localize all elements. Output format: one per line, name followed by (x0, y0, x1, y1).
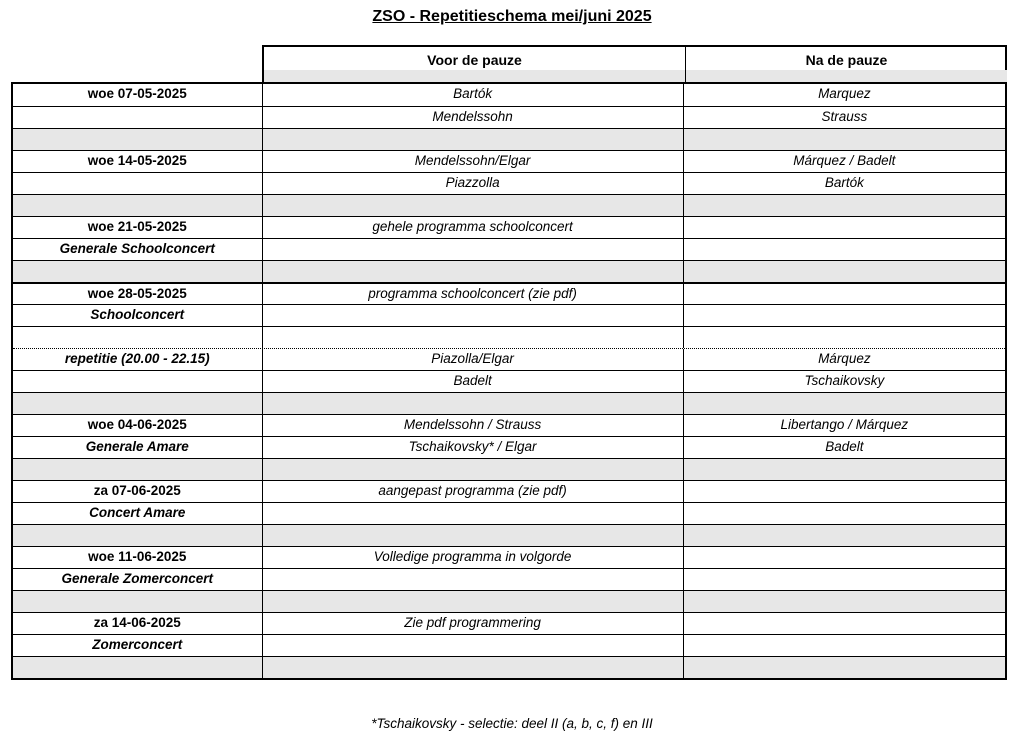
table-row (13, 194, 1005, 216)
after-break-cell (684, 261, 1005, 282)
before-break-cell: Tschaikovsky* / Elgar (263, 437, 684, 458)
after-break-cell (684, 613, 1005, 634)
event-cell: Schoolconcert (13, 305, 263, 326)
table-row (13, 612, 1005, 634)
before-break-cell: Volledige programma in volgorde (263, 547, 684, 568)
after-break-cell (684, 503, 1005, 524)
after-break-cell (684, 217, 1005, 238)
event-cell: Generale Zomerconcert (13, 569, 263, 590)
after-break-cell (684, 591, 1005, 612)
after-break-cell: Libertango / Márquez (780, 417, 909, 432)
before-break-cell (263, 459, 684, 480)
before-break-cell (263, 239, 684, 260)
table-row (13, 172, 1005, 194)
before-break-cell: Badelt (263, 371, 684, 392)
table-row (13, 480, 1005, 502)
after-break-cell: Strauss (821, 109, 868, 124)
before-break-cell (263, 305, 684, 326)
date-cell: woe 28-05-2025 (13, 284, 263, 304)
before-break-cell: Piazzolla (263, 173, 684, 194)
date-cell (13, 195, 263, 216)
after-break-cell: Badelt (825, 439, 864, 454)
after-break-cell (684, 569, 1005, 590)
page-title: ZSO - Repetitieschema mei/juni 2025 (372, 8, 652, 25)
before-break-cell (263, 195, 684, 216)
footnote: *Tschaikovsky - selectie: deel II (a, b, c, f) en III (371, 716, 653, 731)
date-cell: woe 14-05-2025 (13, 151, 263, 172)
before-break-cell (263, 261, 684, 282)
table-row (13, 656, 1005, 678)
after-break-cell (684, 635, 1005, 656)
after-break-cell (684, 305, 1005, 326)
header-voor-de-pauze: Voor de pauze (264, 47, 686, 82)
date-cell: woe 04-06-2025 (13, 415, 263, 436)
table-row (13, 326, 1005, 348)
table-row (13, 546, 1005, 568)
before-break-cell (263, 657, 684, 678)
date-cell: woe 11-06-2025 (13, 547, 263, 568)
date-cell (13, 327, 263, 348)
table-row (13, 282, 1005, 304)
before-break-cell: aangepast programma (zie pdf) (263, 481, 684, 502)
after-break-cell (684, 481, 1005, 502)
before-break-cell (263, 569, 684, 590)
table-row (13, 370, 1005, 392)
after-break-cell (684, 129, 1005, 150)
after-break-cell (684, 525, 1005, 546)
table-row (13, 634, 1005, 656)
before-break-cell (263, 327, 684, 348)
before-break-cell: gehele programma schoolconcert (263, 217, 684, 238)
table-row (13, 348, 1005, 370)
table-row (13, 392, 1005, 414)
before-break-cell: Bartók (263, 84, 684, 106)
after-break-cell: Bartók (824, 175, 864, 190)
table-row (13, 150, 1005, 172)
after-break-cell: Tschaikovsky (804, 373, 885, 388)
date-cell (13, 459, 263, 480)
after-break-cell (684, 195, 1005, 216)
date-cell: za 14-06-2025 (13, 613, 263, 634)
date-cell (13, 173, 263, 194)
after-break-cell: Márquez / Badelt (793, 153, 896, 168)
before-break-cell (263, 129, 684, 150)
date-cell (13, 525, 263, 546)
event-cell: Generale Schoolconcert (13, 239, 263, 260)
before-break-cell (263, 591, 684, 612)
after-break-cell (684, 239, 1005, 260)
after-break-cell (684, 459, 1005, 480)
after-break-cell (684, 657, 1005, 678)
table-row (13, 216, 1005, 238)
date-cell (13, 129, 263, 150)
table-row (13, 106, 1005, 128)
before-break-cell (263, 635, 684, 656)
table-row (13, 260, 1005, 282)
date-cell: woe 21-05-2025 (13, 217, 263, 238)
table-row (13, 84, 1005, 106)
before-break-cell: Mendelssohn / Strauss (263, 415, 684, 436)
before-break-cell (263, 525, 684, 546)
event-cell: Concert Amare (13, 503, 263, 524)
before-break-cell: programma schoolconcert (zie pdf) (263, 284, 684, 304)
after-break-cell: Marquez (818, 86, 871, 101)
table-row (13, 128, 1005, 150)
after-break-cell (684, 547, 1005, 568)
table-row (13, 238, 1005, 260)
table-row (13, 590, 1005, 612)
date-cell (13, 371, 263, 392)
event-cell: Generale Amare (13, 437, 263, 458)
after-break-cell (684, 393, 1005, 414)
after-break-cell (684, 284, 1005, 304)
header-na-de-pauze: Na de pauze (686, 47, 1007, 82)
table-row (13, 502, 1005, 524)
after-break-cell: Márquez (818, 351, 871, 366)
date-cell: za 07-06-2025 (13, 481, 263, 502)
before-break-cell (263, 393, 684, 414)
table-row (13, 304, 1005, 326)
date-cell: woe 07-05-2025 (13, 84, 263, 106)
before-break-cell: Piazolla/Elgar (263, 349, 684, 370)
table-row (13, 414, 1005, 436)
table-row (13, 458, 1005, 480)
date-cell (13, 657, 263, 678)
before-break-cell: Mendelssohn/Elgar (263, 151, 684, 172)
rehearsal-time-cell: repetitie (20.00 - 22.15) (13, 349, 263, 370)
event-cell: Zomerconcert (13, 635, 263, 656)
before-break-cell: Mendelssohn (263, 107, 684, 128)
table-header (262, 45, 1007, 82)
before-break-cell (263, 503, 684, 524)
table-row (13, 568, 1005, 590)
date-cell (13, 261, 263, 282)
date-cell (13, 393, 263, 414)
table-row (13, 524, 1005, 546)
schedule-table (11, 82, 1007, 680)
date-cell (13, 107, 263, 128)
after-break-cell (684, 327, 1005, 348)
date-cell (13, 591, 263, 612)
before-break-cell: Zie pdf programmering (263, 613, 684, 634)
table-row (13, 436, 1005, 458)
